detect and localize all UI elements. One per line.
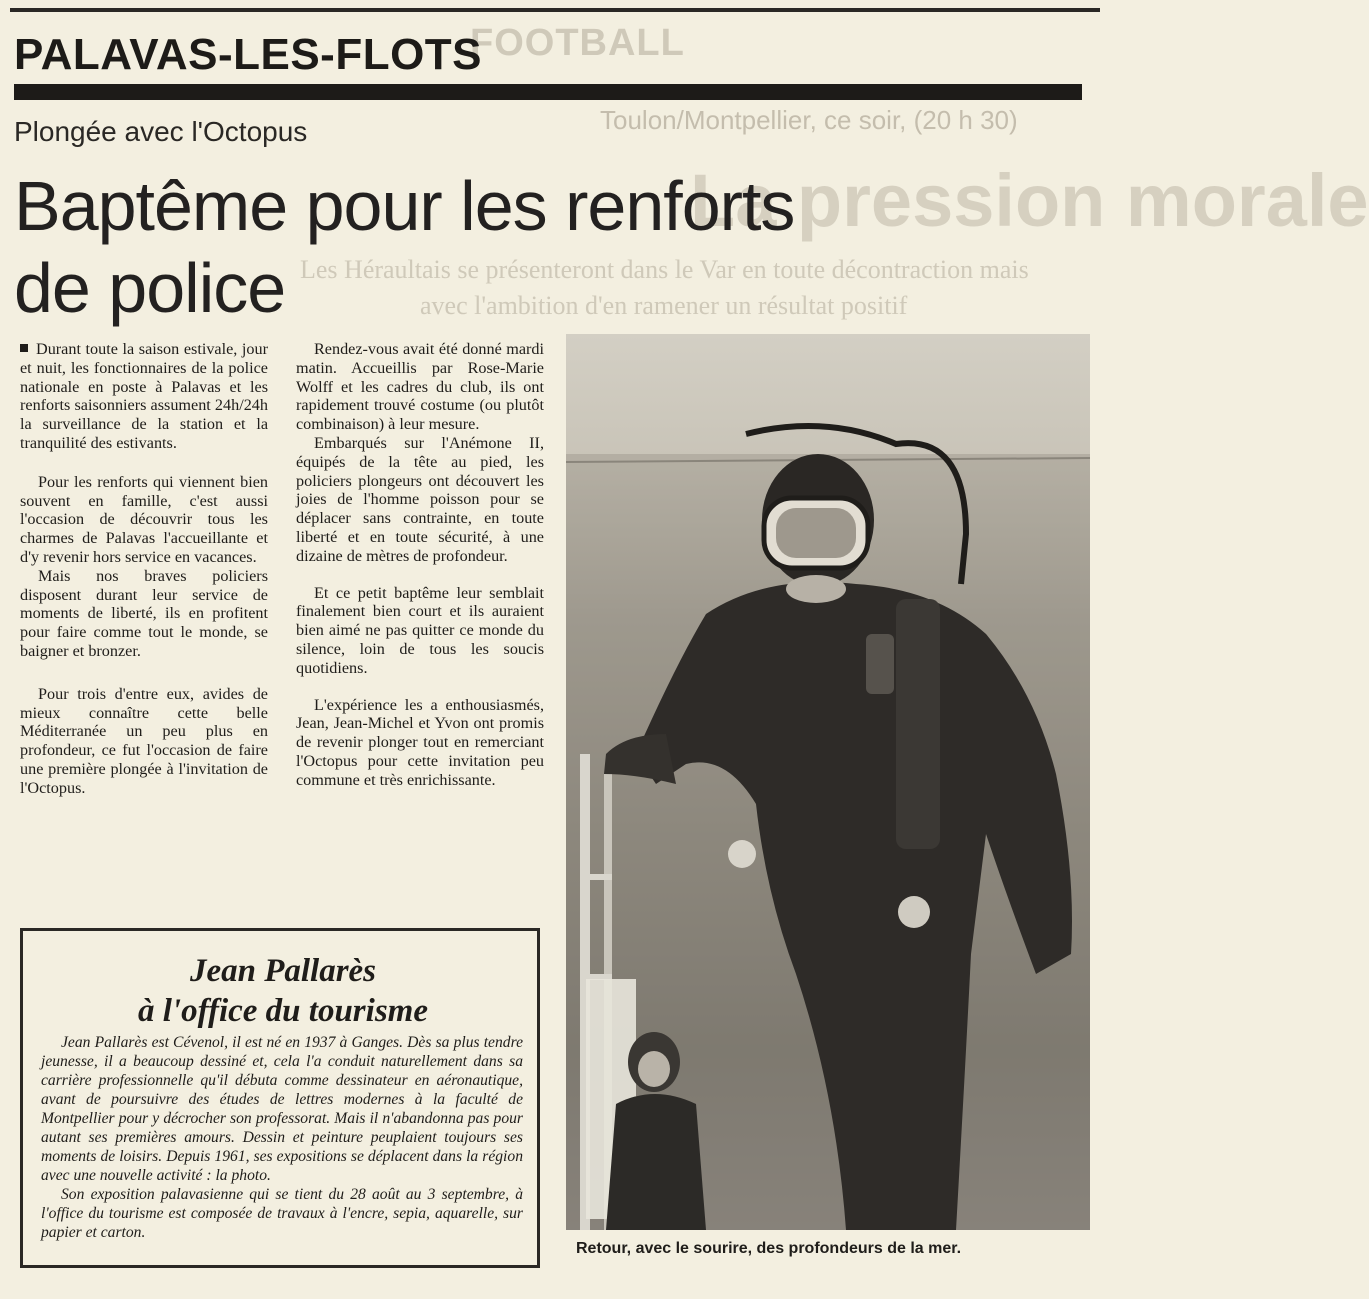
headline-line-1: Baptême pour les renforts	[14, 167, 795, 245]
bleed-herault-line-2: avec l'ambition d'en ramener un résultat positif	[420, 291, 908, 320]
paragraph: Pour les renforts qui viennent bien souvent en famille, c'est aussi l'occasion de découvrir tous les charmes de Palavas l'accueillante et d'y revenir hors service en vacances.	[20, 472, 268, 566]
headline-line-2: de police	[14, 249, 286, 327]
sidebar-title-line-2: à l'office du tourisme	[138, 993, 428, 1029]
sidebar-body	[41, 1033, 523, 1242]
paragraph: L'expérience les a enthousiasmés, Jean, Jean-Michel et Yvon ont promis de revenir plonger tout en remerciant l'Octopus pour cette invitation peu commune et très enrichissante.	[296, 695, 544, 789]
sidebar-title	[23, 951, 543, 1031]
paragraph: Pour trois d'entre eux, avides de mieux connaître cette belle Méditerranée un peu plus en profondeur, ce fut l'occasion de faire une première plongée à l'invitation de l'Octopus.	[20, 684, 268, 797]
paragraph: Son exposition palavasienne qui se tient du 28 août au 3 septembre, à l'office du tourisme est composée de travaux à l'encre, sepia, aquarelle, sur papier et carton.	[41, 1186, 523, 1241]
paragraph: Et ce petit baptême leur semblait finalement bien court et ils auraient bien aimé ne pas quitter ce monde du silence, loin de tous les soucis quotidiens.	[296, 583, 544, 677]
bleed-herault-line-1: Les Héraultais se présenteront dans le Var en toute décontraction mais	[300, 255, 1029, 284]
article-column-middle	[296, 340, 544, 790]
bullet-square-icon	[20, 344, 28, 352]
diver-illustration	[566, 334, 1090, 1230]
paragraph: Embarqués sur l'Anémone II, équipés de la tête au pied, les policiers plongeurs ont découvert les joies de l'homme poisson pour se déplacer sans contrainte, en toute liberté et en toute sécurité, à une dizaine de mètres de profondeur.	[296, 433, 544, 565]
bleed-football-text: FOOTBALL	[470, 22, 685, 64]
paragraph: Durant toute la saison estivale, jour et nuit, les fonctionnaires de la police nationale en poste à Palavas et les renforts saisonniers assument 24h/24h la surveillance de la station et la tranquilité des estivants.	[20, 340, 268, 452]
sidebar-title-line-1: Jean Pallarès	[189, 953, 377, 989]
diver-photo	[566, 334, 1090, 1230]
sidebar-box	[20, 928, 540, 1268]
article-column-left	[20, 340, 268, 798]
article-kicker: Plongée avec l'Octopus	[14, 116, 308, 147]
paragraph: Jean Pallarès est Cévenol, il est né en 1937 à Ganges. Dès sa plus tendre jeunesse, il a beaucoup dessiné et, cela l'a conduit naturellement dans sa carrière professionnelle qu'il débuta comme dessinateur en aéronautique, avant de poursuivre des études de lettres modernes à la faculté de Montpellier pour y décrocher son professorat. Mais il n'abandonna pas pour autant ses premières amours. Dessin et peinture peuplaient toujours ses moments de loisirs. Depuis 1961, ses expositions se déplacent dans la région avec une nouvelle activité : la photo.	[41, 1034, 523, 1184]
section-title: PALAVAS-LES-FLOTS	[14, 30, 483, 79]
paragraph: Mais nos braves policiers disposent durant leur service de moments de liberté, ils en profitent pour faire comme tout le monde, se baigner et bronzer.	[20, 566, 268, 660]
article-headline	[14, 165, 894, 329]
bleed-pression-text: La pression morale	[690, 159, 1369, 242]
paragraph: Rendez-vous avait été donné mardi matin. Accueillis par Rose-Marie Wolff et les cadres du club, ils ont rapidement trouvé costume (ou plutôt combinaison) à leur mesure.	[296, 340, 544, 434]
section-rule	[14, 84, 1082, 100]
photo-caption: Retour, avec le sourire, des profondeurs de la mer.	[576, 1240, 962, 1257]
bleed-toulon-text: Toulon/Montpellier, ce soir, (20 h 30)	[600, 105, 1018, 135]
top-rule	[10, 8, 1100, 12]
